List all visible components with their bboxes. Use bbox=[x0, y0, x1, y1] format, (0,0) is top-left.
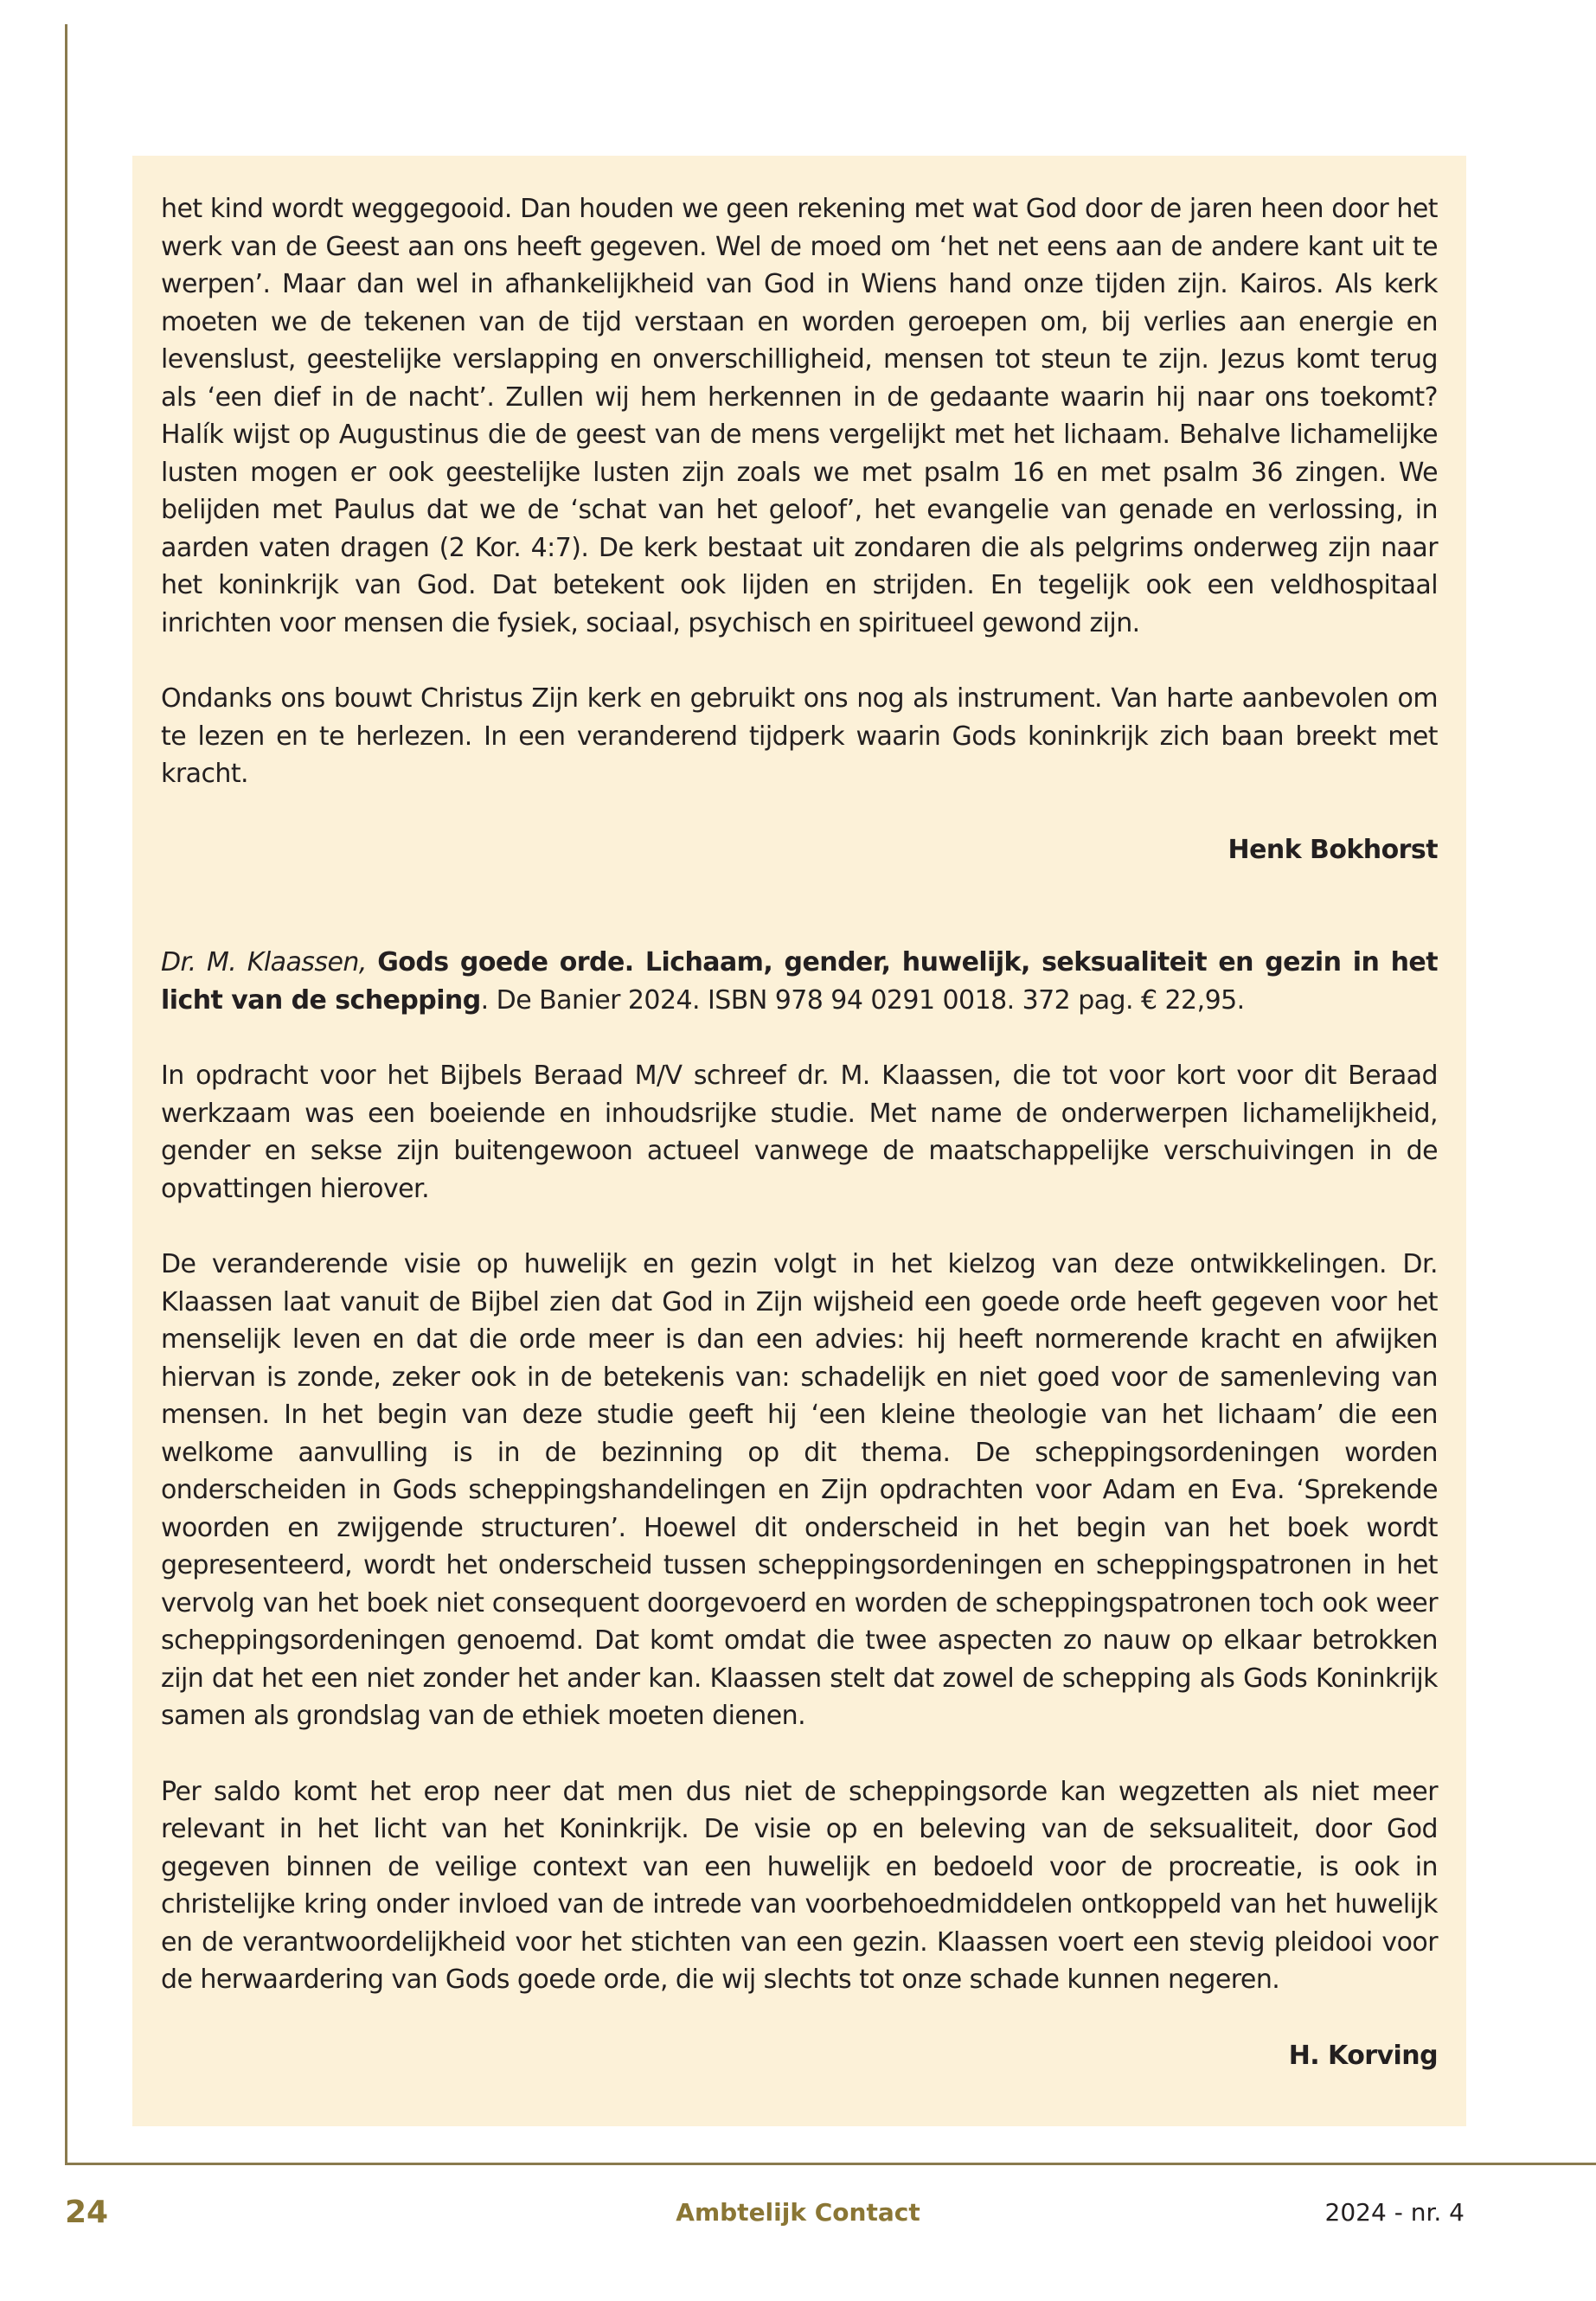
review2-paragraph-1: In opdracht voor het Bijbels Beraad M/V schreef dr. M. Klaassen, die tot voor kort voor dit Beraad werkzaam was een boeiende en inhoudsrijke studie. Met name de onderwerpen lichamelijkheid, gender en sekse zijn buitengewoon actueel vanwege de maatschappelijke verschuivingen in de opvattingen hierover. bbox=[161, 1061, 1438, 1204]
book-reference bbox=[161, 944, 1438, 1019]
review1-paragraph-2: Ondanks ons bouwt Christus Zijn kerk en gebruikt ons nog als instrument. Van harte aanbevolen om te lezen en te herlezen. In een veranderend tijdperk waarin Gods koninkrijk zich baan breekt met kracht. bbox=[161, 683, 1438, 789]
review2-paragraph-2: De veranderende visie op huwelijk en gezin volgt in het kielzog van deze ontwikkelingen. Dr. Klaassen laat vanuit de Bijbel zien dat God in Zijn wijsheid een goede orde heeft gegeven voor het menselijk leven en dat die orde meer is dan een advies: hij heeft normerende kracht en afwijken hiervan is zonde, zeker ook in de betekenis van: schadelijk en niet goed voor de samenleving van mensen. In het begin van deze studie geeft hij ‘een kleine theologie van het lichaam’ die een welkome aanvulling is in de bezinning op dit thema. De scheppingsordeningen worden onderscheiden in Gods scheppingshandelingen en Zijn opdrachten voor Adam en Eva. ‘Sprekende woorden en zwijgende structuren’. Hoewel dit onderscheid in het begin van het boek wordt gepresenteerd, wordt het onderscheid tussen scheppingsordeningen en scheppingspatronen in het vervolg van het boek niet consequent doorgevoerd en worden de scheppingspatronen toch ook weer scheppingsordeningen genoemd. Dat komt omdat die twee aspecten zo nauw op elkaar betrokken zijn dat het een niet zonder het ander kan. Klaassen stelt dat zowel de schepping als Gods Koninkrijk samen als grondslag van de ethiek moeten dienen. bbox=[161, 1249, 1438, 1731]
left-margin-rule bbox=[65, 24, 67, 2165]
journal-name: Ambtelijk Contact bbox=[676, 2198, 920, 2227]
review2-paragraph-3: Per saldo komt het erop neer dat men dus niet de scheppingsorde kan wegzetten als niet meer relevant in het licht van het Koninkrijk. De visie op en beleving van de seksualiteit, door God gegeven binnen de veilige context van een huwelijk en bedoeld voor de procreatie, is ook in christelijke kring onder invloed van de intrede van voorbehoedmiddelen ontkoppeld van het huwelijk en de verantwoordelijkheid voor het stichten van een gezin. Klaassen voert een stevig pleidooi voor de herwaardering van Gods goede orde, die wij slechts tot onze schade kunnen negeren. bbox=[161, 1776, 1438, 1995]
page-number: 24 bbox=[65, 2195, 109, 2230]
review2-signature: H. Korving bbox=[1288, 2040, 1438, 2071]
book-details: . De Banier 2024. ISBN 978 94 0291 0018. 372 pag. € 22,95. bbox=[480, 984, 1245, 1016]
article-body bbox=[161, 190, 1438, 2074]
book-author: Dr. M. Klaassen, bbox=[161, 947, 367, 977]
issue-number: 2024 - nr. 4 bbox=[1324, 2198, 1465, 2227]
footer-rule bbox=[65, 2163, 1596, 2165]
review1-paragraph-1: het kind wordt weggegooid. Dan houden we geen rekening met wat God door de jaren heen door het werk van de Geest aan ons heeft gegeven. Wel de moed om ‘het net eens aan de andere kant uit te werpen’. Maar dan wel in afhankelijkheid van God in Wiens hand onze tijden zijn. Kairos. Als kerk moeten we de tekenen van de tijd verstaan en worden geroepen om, bij verlies aan energie en levenslust, geestelijke verslapping en onverschilligheid, mensen tot steun te zijn. Jezus komt terug als ‘een dief in de nacht’. Zullen wij hem herkennen in de gedaante waarin hij naar ons toekomt? Halík wijst op Augustinus die de geest van de mens vergelijkt met het lichaam. Behalve lichamelijke lusten mogen er ook geestelijke lusten zijn zoals we met psalm 16 en met psalm 36 zingen. We belijden met Paulus dat we de ‘schat van het geloof’, het evangelie van genade en verlossing, in aarden vaten dragen (2 Kor. 4:7). De kerk bestaat uit zondaren die als pelgrims onderweg zijn naar het koninkrijk van God. Dat betekent ook lijden en strijden. En tegelijk ook een veldhospitaal inrichten voor mensen die fysiek, sociaal, psychisch en spiritueel gewond zijn. bbox=[161, 194, 1438, 638]
review1-signature: Henk Bokhorst bbox=[1227, 834, 1438, 865]
book-title: Gods goede orde. Lichaam, gender, huwelijk, seksualiteit en gezin in het licht van de schepping bbox=[161, 947, 1439, 1016]
